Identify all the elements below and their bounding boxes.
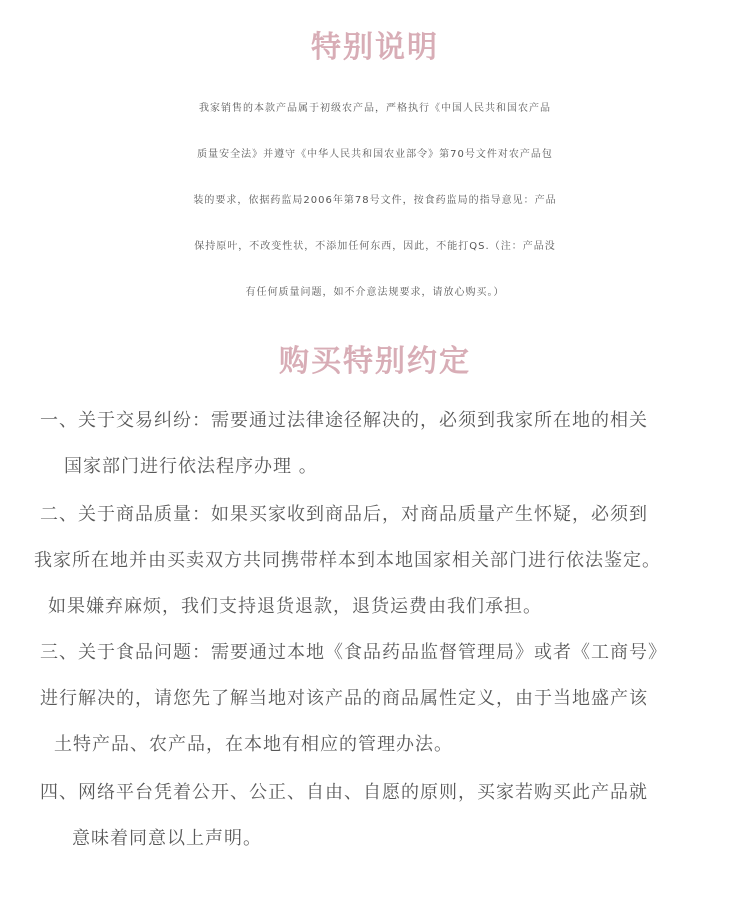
clause-line: 如果嫌弃麻烦，我们支持退货退款，退货运费由我们承担。 [48,596,542,617]
clause-line: 三、关于食品问题：需要通过本地《食品药品监督管理局》或者《工商号》 [40,642,667,663]
purchase-agreement-title: 购买特别约定 [279,344,471,379]
clause-line: 进行解决的，请您先了解当地对该产品的商品属性定义，由于当地盛产该 [40,688,648,709]
notice-line: 保持原叶，不改变性状，不添加任何东西，因此，不能打QS.（注：产品没 [194,241,556,252]
clause-line: 二、关于商品质量：如果买家收到商品后，对商品质量产生怀疑，必须到 [40,504,648,525]
notice-line: 质量安全法》并遵守《中华人民共和国农业部令》第70号文件对农产品包 [197,149,553,160]
clause-line: 我家所在地并由买卖双方共同携带样本到本地国家相关部门进行依法鉴定。 [34,550,661,571]
clause-line: 国家部门进行依法程序办理 。 [64,456,318,477]
notice-line: 有任何质量问题，如不介意法规要求，请放心购买。） [245,287,505,298]
clause-line: 土特产品、农产品，在本地有相应的管理办法。 [54,734,453,755]
notice-line: 装的要求，依据药监局2006年第78号文件，按食药监局的指导意见：产品 [193,195,557,206]
clause-line: 一、关于交易纠纷：需要通过法律途径解决的，必须到我家所在地的相关 [40,410,648,431]
notice-line: 我家销售的本款产品属于初级农产品，严格执行《中国人民共和国农产品 [199,103,551,114]
clause-line: 意味着同意以上声明。 [72,828,262,849]
clause-line: 四、网络平台凭着公开、公正、自由、自愿的原则，买家若购买此产品就 [40,782,648,803]
special-notice-title: 特别说明 [311,30,439,65]
